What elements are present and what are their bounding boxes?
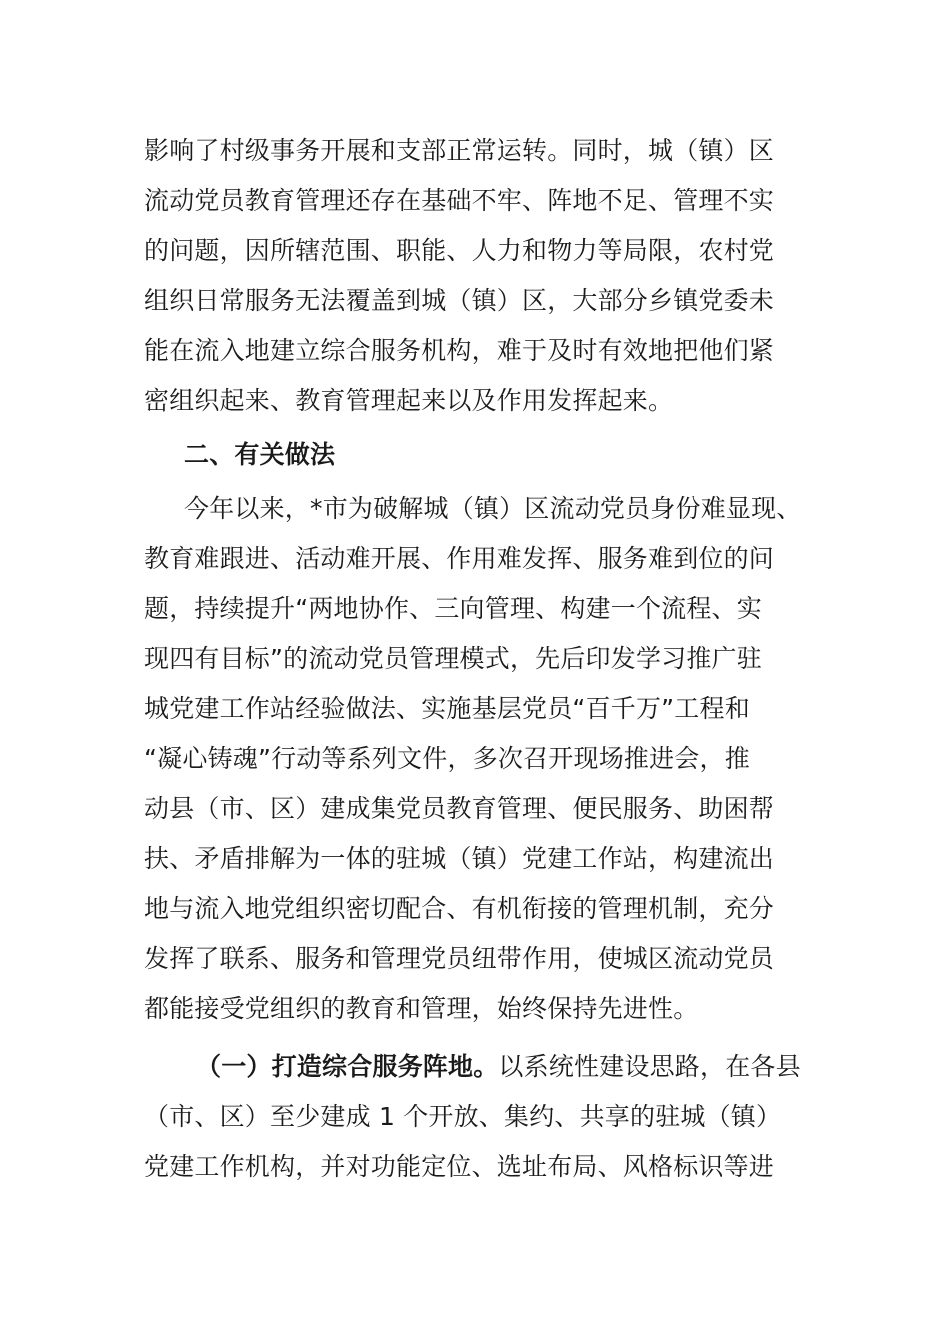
text-line: 能在流入地建立综合服务机构，难于及时有效地把他们紧 xyxy=(144,336,775,365)
text-line: 发挥了联系、服务和管理党员纽带作用，使城区流动党员 xyxy=(144,944,775,973)
text-line xyxy=(144,1042,808,1092)
text-line: 地与流入地党组织密切配合、有机衔接的管理机制，充分 xyxy=(144,894,775,923)
subheading-lead: （一）打造综合服务阵地。 xyxy=(196,1052,499,1081)
section-heading: 二、有关做法 xyxy=(184,440,336,469)
text-line: 扶、矛盾排解为一体的驻城（镇）党建工作站，构建流出 xyxy=(144,844,775,873)
subheading-rest: 以系统性建设思路，在各县 xyxy=(498,1052,801,1081)
text-line: 影响了村级事务开展和支部正常运转。同时，城（镇）区 xyxy=(144,136,775,165)
paragraph-3 xyxy=(144,1042,808,1192)
text-line: （市、区）至少建成 1 个开放、集约、共享的驻城（镇） xyxy=(144,1102,782,1131)
paragraph-2 xyxy=(144,484,808,1034)
text-line: 密组织起来、教育管理起来以及作用发挥起来。 xyxy=(144,386,674,415)
text-line: 动县（市、区）建成集党员教育管理、便民服务、助困帮 xyxy=(144,794,775,823)
text-line: 流动党员教育管理还存在基础不牢、阵地不足、管理不实 xyxy=(144,186,775,215)
text-line: 组织日常服务无法覆盖到城（镇）区，大部分乡镇党委未 xyxy=(144,286,775,315)
document-page xyxy=(144,126,808,1192)
text-line: 党建工作机构，并对功能定位、选址布局、风格标识等进 xyxy=(144,1152,775,1181)
text-line: 题，持续提升“两地协作、三向管理、构建一个流程、实 xyxy=(144,594,762,623)
text-line: 的问题，因所辖范围、职能、人力和物力等局限，农村党 xyxy=(144,236,775,265)
text-line: “凝心铸魂”行动等系列文件，多次召开现场推进会，推 xyxy=(144,744,750,773)
text-line: 城党建工作站经验做法、实施基层党员“百千万”工程和 xyxy=(144,694,750,723)
text-line: 今年以来，*市为破解城（镇）区流动党员身份难显现、 xyxy=(184,494,802,523)
text-line: 教育难跟进、活动难开展、作用难发挥、服务难到位的问 xyxy=(144,544,775,573)
paragraph-1 xyxy=(144,126,808,426)
text-line: 现四有目标”的流动党员管理模式，先后印发学习推广驻 xyxy=(144,644,762,673)
text-line: 都能接受党组织的教育和管理，始终保持先进性。 xyxy=(144,994,699,1023)
